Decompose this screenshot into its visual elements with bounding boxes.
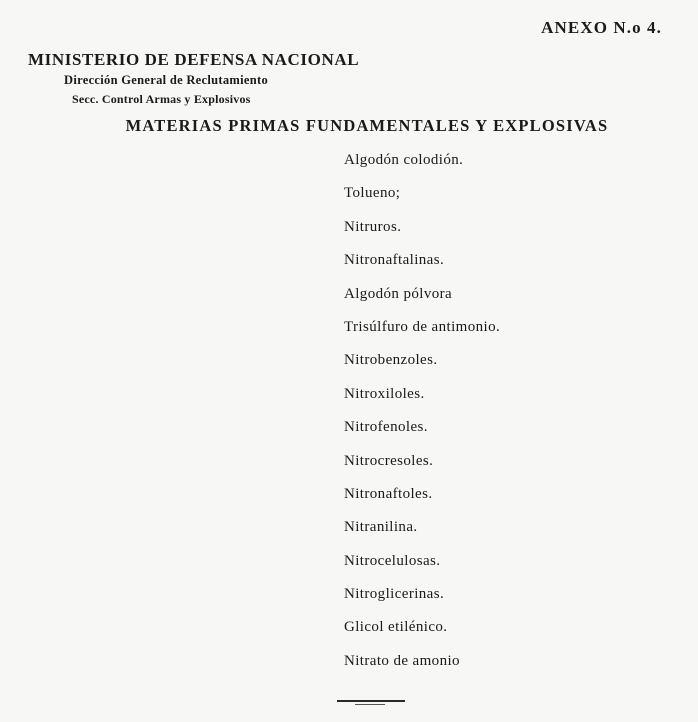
- annex-label: ANEXO N.o 4.: [541, 18, 662, 37]
- materials-list: [344, 150, 500, 684]
- list-item: Nitruros.: [344, 218, 402, 235]
- list-item: Nitrobenzoles.: [344, 352, 438, 369]
- ministry-name: MINISTERIO DE DEFENSA NACIONAL: [28, 50, 360, 69]
- list-item: Nitronaftalinas.: [344, 252, 445, 269]
- list-item: Nitronaftoles.: [344, 485, 433, 502]
- page-title: MATERIAS PRIMAS FUNDAMENTALES Y EXPLOSIVAS: [125, 116, 609, 135]
- list-item: Glicol etilénico.: [344, 619, 448, 636]
- list-item: Algodón pólvora: [344, 285, 453, 302]
- directorate-name: Dirección General de Reclutamiento: [64, 73, 269, 87]
- list-item: Nitroxiloles.: [344, 385, 425, 402]
- list-item: Nitroglicerinas.: [344, 586, 445, 603]
- list-item: Trisúlfuro de antimonio.: [344, 318, 501, 335]
- list-item: Nitranilina.: [344, 519, 418, 536]
- list-item: Tolueno;: [344, 185, 401, 202]
- list-item: Nitrato de amonio: [344, 652, 460, 669]
- letterhead: [28, 50, 428, 107]
- section-name: Secc. Control Armas y Explosivos: [72, 92, 251, 106]
- list-item: Nitrocelulosas.: [344, 552, 441, 569]
- list-item: Nitrocresoles.: [344, 452, 434, 469]
- list-item: Nitrofenoles.: [344, 419, 428, 436]
- list-item: Algodón colodión.: [344, 152, 464, 168]
- footer-divider: [337, 700, 405, 702]
